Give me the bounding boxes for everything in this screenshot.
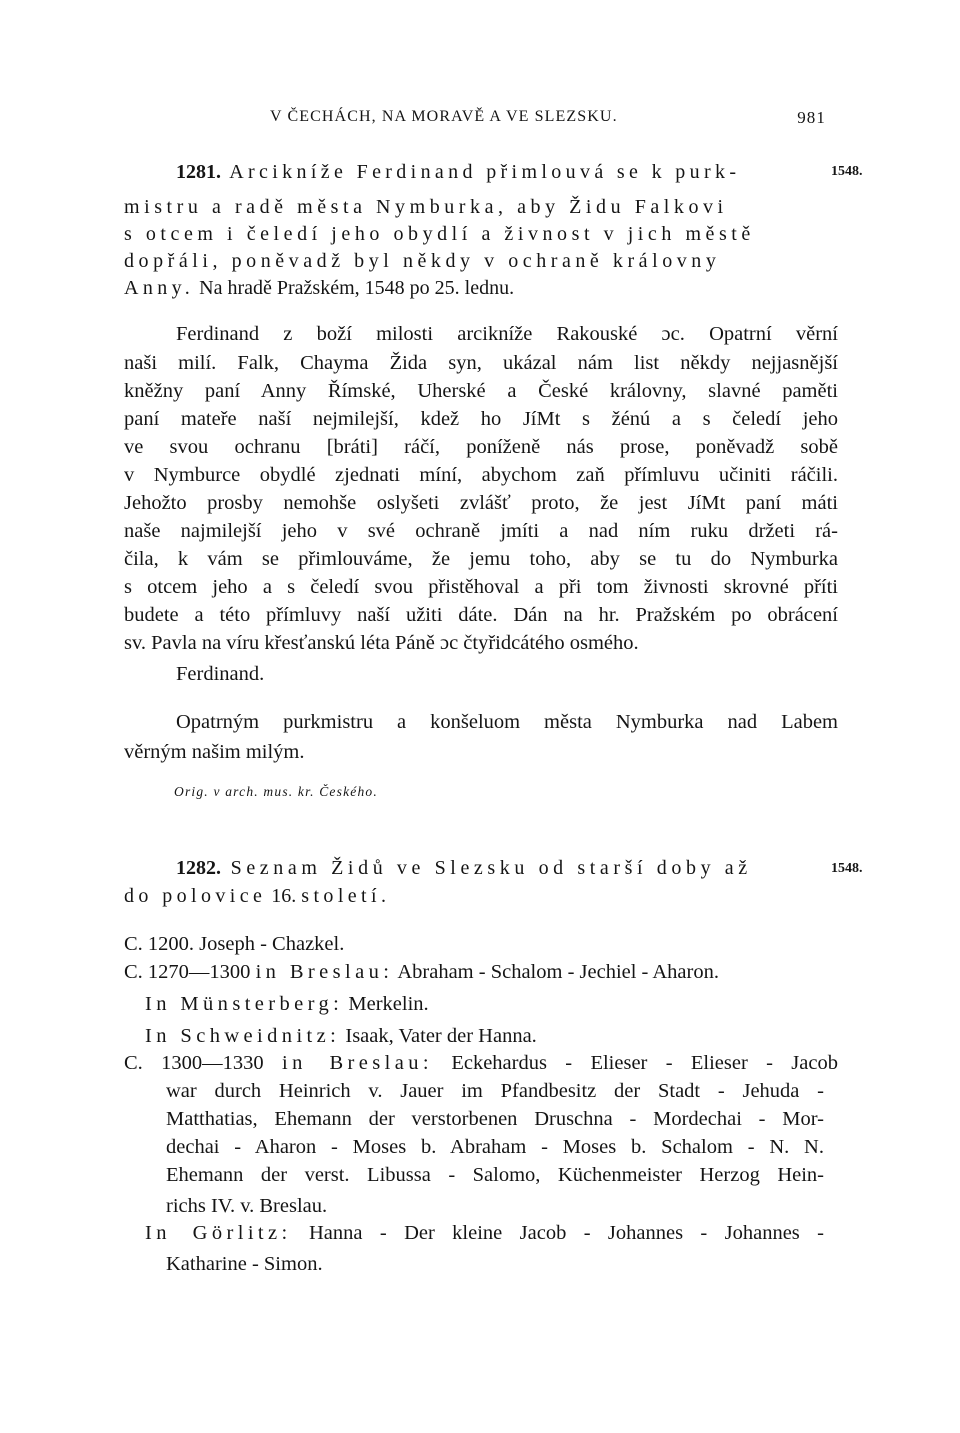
entry-gorlitz-line-1	[145, 1222, 824, 1245]
entry-munsterberg-names: Merkelin.	[343, 993, 429, 1015]
body-line: budete a této přímluvy naší užiti dáte. Dán na hr. Pražském po obrácení	[124, 604, 838, 626]
doc1281-heading-line-5	[124, 274, 514, 302]
doc1282-heading-line-1	[124, 854, 752, 882]
doc1282-heading-spaced-1: do polovice	[124, 885, 267, 907]
entry-schweidnitz-place: In Schweidnitz:	[145, 1025, 341, 1047]
body-line: sv. Pavla na víru křesťanskú léta Páně ɔc čtyřidcátého osmého.	[124, 632, 639, 654]
entry-1270-date: C. 1270—1300	[124, 961, 256, 983]
entry-1300-place: in Breslau:	[281, 1052, 433, 1074]
doc1281-heading-line-1	[124, 158, 740, 186]
doc1282-heading-century: 16.	[266, 885, 302, 907]
entry-munsterberg-place: In Münsterberg:	[145, 993, 344, 1015]
entry-1300-line-4: dechai - Aharon - Moses b. Abraham - Moses b. Schalom - N. N.	[166, 1136, 824, 1158]
doc1282-heading-spaced-2: století.	[301, 885, 391, 907]
entry-1300-line-5: Ehemann der verst. Libussa - Salomo, Küchenmeister Herzog Hein-	[166, 1164, 824, 1186]
body-line: čila, k vám se přimlouváme, že jemu toho, aby se tu do Nymburka	[124, 548, 838, 570]
body-line: ve svou ochranu [bráti] ráčí, poníženě nás prose, poněvadž sobě	[124, 436, 838, 458]
entry-1270-place: in Breslau:	[255, 961, 394, 983]
entry-schweidnitz	[145, 1022, 537, 1050]
entry-1200: C. 1200. Joseph - Chazkel.	[124, 933, 345, 955]
entry-gorlitz-line-2: Katharine - Simon.	[166, 1253, 323, 1275]
running-header	[238, 108, 826, 132]
entry-1300-line-6: richs IV. v. Breslau.	[166, 1195, 328, 1217]
running-title: V ČECHÁCH, NA MORAVĚ A VE SLEZSKU.	[270, 108, 618, 125]
doc1282-heading-line-2	[124, 882, 390, 910]
body-line: s otcem jeho a s čeledí svou přistěhoval a při tom živnosti skrovné příti	[124, 576, 838, 598]
entry-gorlitz-place: In Görlitz:	[145, 1222, 292, 1244]
doc1281-heading-line-3: s otcem i čeledí jeho obydlí a živnost v jich městě	[124, 223, 755, 245]
doc1281-address-line-2: věrným našim milým.	[124, 741, 305, 763]
entry-1300-line-2: war durch Heinrich v. Jauer im Pfandbesitz der Stadt - Jehuda -	[166, 1080, 824, 1102]
entry-1300-line-1	[124, 1052, 838, 1075]
entry-1300-names: Eckehardus - Elieser - Elieser - Jacob	[433, 1052, 838, 1074]
body-line: paní mateře naší nejmilejší, kdež ho JíMt s žénú a s čeledí jeho	[124, 408, 838, 430]
entry-schweidnitz-names: Isaak, Vater der Hanna.	[340, 1025, 537, 1047]
doc1281-heading-text-1: Arcikníže Ferdinand přimlouvá se k purk-	[229, 161, 741, 183]
doc1281-margin-year: 1548.	[831, 164, 863, 179]
entry-1270-names: Abraham - Schalom - Jechiel - Aharon.	[393, 961, 719, 983]
doc1282-margin-year: 1548.	[831, 861, 863, 876]
body-line: Jehožto prosby nemohše oslyšeti zvlášť proto, že jest JíMt paní máti	[124, 492, 838, 514]
doc1281-heading-line-4: dopřáli, poněvadž byl někdy v ochraně královny	[124, 250, 721, 272]
doc1281-heading-spaced-word: Anny.	[124, 277, 195, 299]
doc1281-address-line-1: Opatrným purkmistru a konšeluom města Nymburka nad Labem	[176, 711, 838, 733]
entry-1270	[124, 958, 719, 986]
doc1281-source-note: Orig. v arch. mus. kr. Českého.	[174, 784, 378, 799]
page-number: 981	[797, 108, 826, 127]
doc1281-heading-date: Na hradě Pražském, 1548 po 25. lednu.	[194, 277, 515, 299]
body-line: Ferdinand z boží milosti arcikníže Rakouské ɔc. Opatrní věrní	[176, 323, 838, 345]
doc1281-signature: Ferdinand.	[176, 663, 265, 685]
entry-munsterberg	[145, 990, 429, 1018]
doc1281-heading-line-2: mistru a radě města Nymburka, aby Židu Falkovi	[124, 196, 728, 218]
body-line: naše najmilejší jeho v své ochraně jmíti a nad ním ruku držeti rá-	[124, 520, 838, 542]
body-line: kněžny paní Anny Římské, Uherské a České královny, slavné paměti	[124, 380, 838, 402]
entry-1300-line-3: Matthatias, Ehemann der verstorbenen Druschna - Mordechai - Mor-	[166, 1108, 824, 1130]
entry-1300-date: C. 1300—1330	[124, 1052, 282, 1074]
body-line: v Nymburce obydlé zjednati míní, abychom zaň přímluvu učiniti ráčili.	[124, 464, 838, 486]
doc1282-heading-text-1: Seznam Židů ve Slezsku od starší doby až	[230, 857, 752, 879]
doc1281-number: 1281.	[176, 161, 221, 183]
body-line: naši milí. Falk, Chayma Žida syn, ukázal nám list někdy nejjasnější	[124, 352, 838, 374]
entry-gorlitz-names: Hanna - Der kleine Jacob - Johannes - Johannes -	[291, 1222, 824, 1244]
doc1282-number: 1282.	[176, 857, 221, 879]
